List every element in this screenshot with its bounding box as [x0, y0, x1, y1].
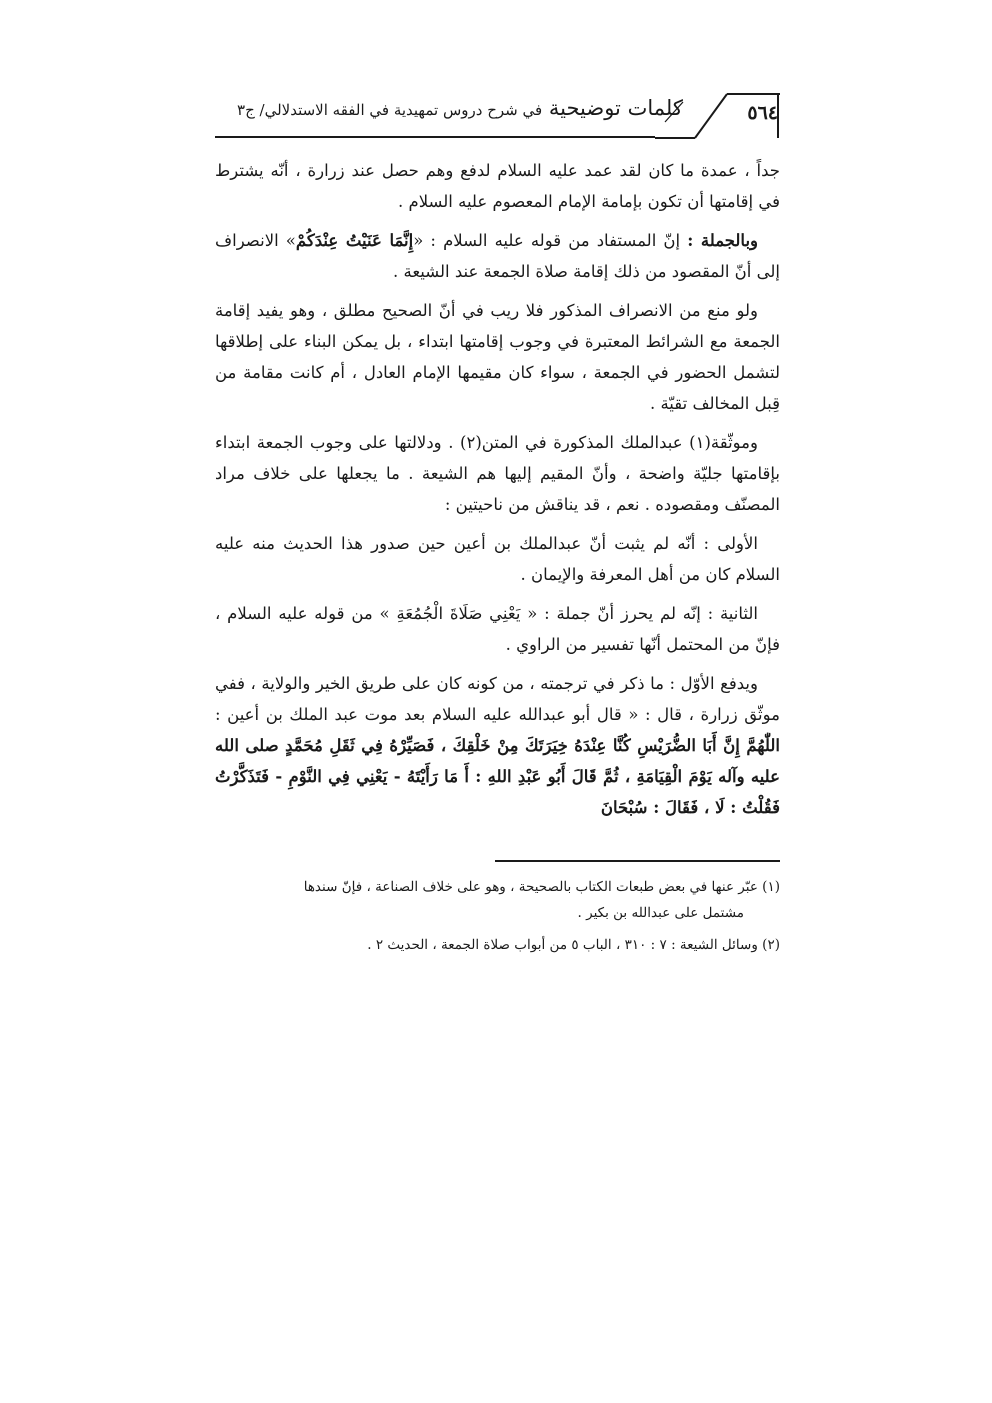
- running-title: [237, 96, 683, 120]
- footnote-1-num: (١): [762, 879, 780, 895]
- footnote-2-text: وسائل الشيعة : ٧ : ٣١٠ ، الباب ٥ من أبواب صلاة الجمعة ، الحديث ٢ .: [367, 937, 758, 953]
- paragraph-4: [215, 427, 780, 520]
- footnote-2: [215, 932, 780, 958]
- running-title-sub: في شرح دروس تمهيدية في الفقه الاستدلالي/ ج٣: [237, 101, 543, 119]
- paragraph-5: [215, 528, 780, 590]
- main-text: [215, 155, 780, 831]
- footnote-1-text: عبّر عنها في بعض طبعات الكتاب بالصحيحة ، وهو على خلاف الصناعة ، فإنّ سندها: [303, 879, 758, 895]
- footnote-2-num: (٢): [762, 937, 780, 953]
- paragraph-2: [215, 225, 780, 287]
- paragraph-3-text: ولو منع من الانصراف المذكور فلا ريب في أنّ الصحيح مطلق ، وهو يفيد إقامة الجمعة مع الشرائط المعتبرة في وجوب إقامتها ابتداء ، بل يمكن البناء على إطلاقها لتشمل الحضور في الجمعة ، سواء كان مقيمها الإمام العادل ، أم كانت مقامة من قِبل المخالف تقيّة .: [215, 301, 780, 413]
- footnote-1-text2: مشتمل على عبدالله بن بكير .: [577, 905, 744, 921]
- paragraph-5-text: الأولى : أنّه لم يثبت أنّ عبدالملك بن أعين حين صدور هذا الحديث منه عليه السلام كان من أهل المعرفة والإيمان .: [215, 534, 780, 584]
- header-rule: [215, 136, 655, 138]
- paragraph-7-quote: اللّٰهُمَّ إِنَّ أَبَا الضُّرَيْسِ كُنَّا عِنْدَهُ خِيَرَتَكَ مِنْ خَلْقِكَ ، فَصَيِّرْهُ فِي ثَقَلِ مُحَمَّدٍ صلى الله عليه وآله يَوْمَ الْقِيَامَةِ ، ثُمَّ قَالَ أَبُو عَبْدِ اللهِ : أَ مَا رَأَيْتَهُ - يَعْنِي فِي النَّوْمِ - فَتَذَكَّرْتُ فَقُلْتُ : لَا ، فَقَالَ : سُبْحَانَ: [215, 736, 780, 817]
- paragraph-4-text: وموثّقة(١) عبدالملك المذكورة في المتن(٢) . ودلالتها على وجوب الجمعة ابتداء بإقامتها جليّة واضحة ، وأنّ المقيم إليها هم الشيعة . ما يجعلها على خلاف مراد المصنّف ومقصوده . نعم ، قد يناقش من ناحيتين :: [215, 433, 780, 514]
- paragraph-7-text: ويدفع الأوّل : ما ذكر في ترجمته ، من كونه كان على طريق الخير والولاية ، ففي موثّق زرارة ، قال : « قال أبو عبدالله عليه السلام بعد موت عبد الملك بن أعين :: [215, 674, 780, 724]
- paragraph-1: [215, 155, 780, 217]
- running-title-main: كلمات توضيحية: [548, 96, 683, 120]
- footnote-1: [215, 874, 780, 926]
- paragraph-3: [215, 295, 780, 419]
- paragraph-6-text: الثانية : إنّه لم يحرز أنّ جملة : « يَعْنِي صَلَاةَ الْجُمُعَةِ » من قوله عليه السلام ، فإنّ من المحتمل أنّها تفسير من الراوي .: [215, 604, 780, 654]
- paragraph-2-quote: إِنَّمَا عَنَيْتُ عِنْدَكُمْ: [295, 231, 414, 250]
- running-header: [215, 88, 780, 138]
- paragraph-6: [215, 598, 780, 660]
- paragraph-7: [215, 668, 780, 823]
- page-number: ٥٦٤: [747, 102, 778, 124]
- paragraph-1-text: جداً ، عمدة ما كان لقد عمد عليه السلام لدفع وهم حصل عند زرارة ، أنّه يشترط في إقامتها أن تكون بإمامة الإمام المعصوم عليه السلام .: [215, 161, 780, 211]
- paragraph-2-tail: » الانصراف إلى أنّ المقصود من ذلك إقامة صلاة الجمعة عند الشيعة .: [215, 231, 780, 281]
- footnote-separator: [495, 860, 780, 862]
- paragraph-2-lead: وبالجملة :: [687, 231, 759, 250]
- footnotes: [215, 874, 780, 964]
- paragraph-2-text: إنّ المستفاد من قوله عليه السلام : «: [413, 231, 688, 250]
